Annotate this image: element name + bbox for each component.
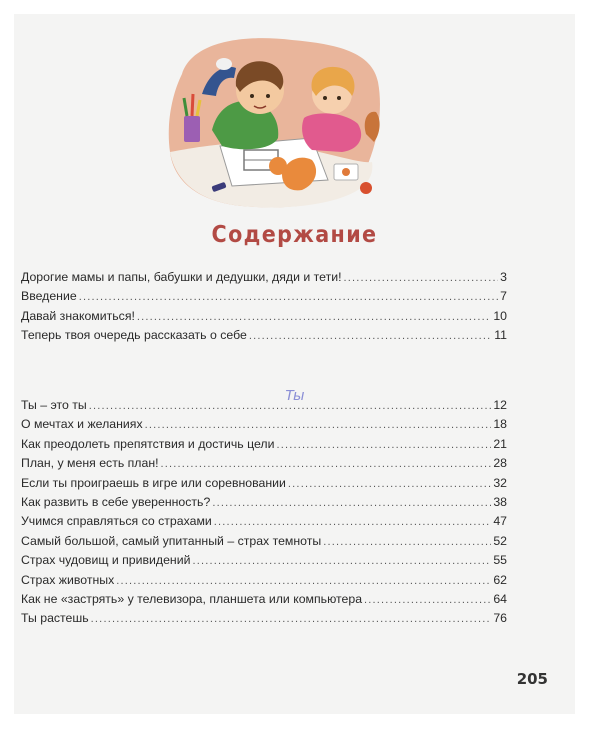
toc-entry-title: Как развить в себе уверенность? xyxy=(21,494,211,509)
dot-leader xyxy=(116,572,491,591)
page-number: 205 xyxy=(516,670,548,688)
section-toc xyxy=(21,396,507,629)
toc-entry-title: Дорогие мамы и папы, бабушки и дедушки, дяди и тети! xyxy=(21,270,342,284)
toc-entry-page: 55 xyxy=(493,553,507,568)
toc-entry-title: Как не «застрять» у телевизора, планшета или компьютера xyxy=(21,591,363,606)
dot-leader xyxy=(323,533,491,552)
dot-leader xyxy=(192,552,491,571)
toc-entry-page: 18 xyxy=(493,417,507,432)
dot-leader xyxy=(343,269,498,288)
dot-leader xyxy=(89,397,492,416)
toc-entry[interactable] xyxy=(21,415,507,434)
toc-entry-title: Учимся справляться со страхами xyxy=(21,514,212,529)
toc-entry[interactable] xyxy=(21,396,507,415)
toc-entry-title: Ты растешь xyxy=(21,611,89,626)
dot-leader xyxy=(137,308,491,327)
contents-heading: Содержание xyxy=(211,222,378,248)
book-page xyxy=(14,14,575,714)
toc-entry-page: 52 xyxy=(493,533,507,548)
toc-entry[interactable] xyxy=(21,571,507,590)
dot-leader xyxy=(91,610,492,629)
toc-entry-page: 11 xyxy=(494,328,507,343)
toc-entry-page: 64 xyxy=(493,591,507,606)
dot-leader xyxy=(288,475,491,494)
dot-leader xyxy=(212,494,491,513)
toc-entry-page: 76 xyxy=(493,611,507,626)
toc-entry[interactable] xyxy=(21,454,507,473)
dot-leader xyxy=(276,436,491,455)
toc-entry-page: 38 xyxy=(493,494,507,509)
toc-entry[interactable] xyxy=(21,512,507,531)
toc-entry-title: Давай знакомиться! xyxy=(21,308,135,323)
toc-entry-page: 10 xyxy=(493,308,507,323)
toc-entry-title: Как преодолеть препятствия и достичь цели xyxy=(21,436,275,451)
dot-leader xyxy=(79,288,498,307)
intro-toc xyxy=(21,268,507,346)
toc-entry-page: 7 xyxy=(500,289,507,304)
toc-entry-title: План, у меня есть план! xyxy=(21,456,159,471)
dot-leader xyxy=(145,416,492,435)
toc-entry-title: Введение xyxy=(21,289,77,304)
toc-entry-page: 21 xyxy=(493,436,507,451)
toc-entry[interactable] xyxy=(21,326,507,345)
toc-entry[interactable] xyxy=(21,287,507,306)
toc-entry[interactable] xyxy=(21,307,507,326)
dot-leader xyxy=(161,455,492,474)
toc-entry-page: 12 xyxy=(493,398,507,412)
toc-entry-page: 3 xyxy=(500,270,507,284)
toc-entry[interactable] xyxy=(21,590,507,609)
toc-entry-page: 47 xyxy=(493,514,507,529)
toc-entry[interactable] xyxy=(21,532,507,551)
toc-entry-page: 62 xyxy=(493,572,507,587)
toc-entry-title: Страх чудовищ и привидений xyxy=(21,553,191,568)
toc-entry-title: О мечтах и желаниях xyxy=(21,417,143,432)
toc-entry[interactable] xyxy=(21,268,507,287)
toc-entry-title: Теперь твоя очередь рассказать о себе xyxy=(21,328,247,343)
toc-entry[interactable] xyxy=(21,435,507,454)
toc-entry-page: 32 xyxy=(493,475,507,490)
dot-leader xyxy=(364,591,491,610)
toc-entry[interactable] xyxy=(21,551,507,570)
toc-entry[interactable] xyxy=(21,474,507,493)
dot-leader xyxy=(249,327,492,346)
section-title: Ты xyxy=(284,387,305,404)
children-drawing-illustration xyxy=(162,34,384,212)
toc-entry-page: 28 xyxy=(493,456,507,471)
toc-entry[interactable] xyxy=(21,493,507,512)
toc-entry[interactable] xyxy=(21,609,507,628)
toc-entry-title: Ты – это ты xyxy=(21,398,87,412)
toc-entry-title: Страх животных xyxy=(21,572,115,587)
dot-leader xyxy=(214,513,492,532)
toc-entry-title: Самый большой, самый упитанный – страх темноты xyxy=(21,533,322,548)
toc-entry-title: Если ты проиграешь в игре или соревновании xyxy=(21,475,286,490)
